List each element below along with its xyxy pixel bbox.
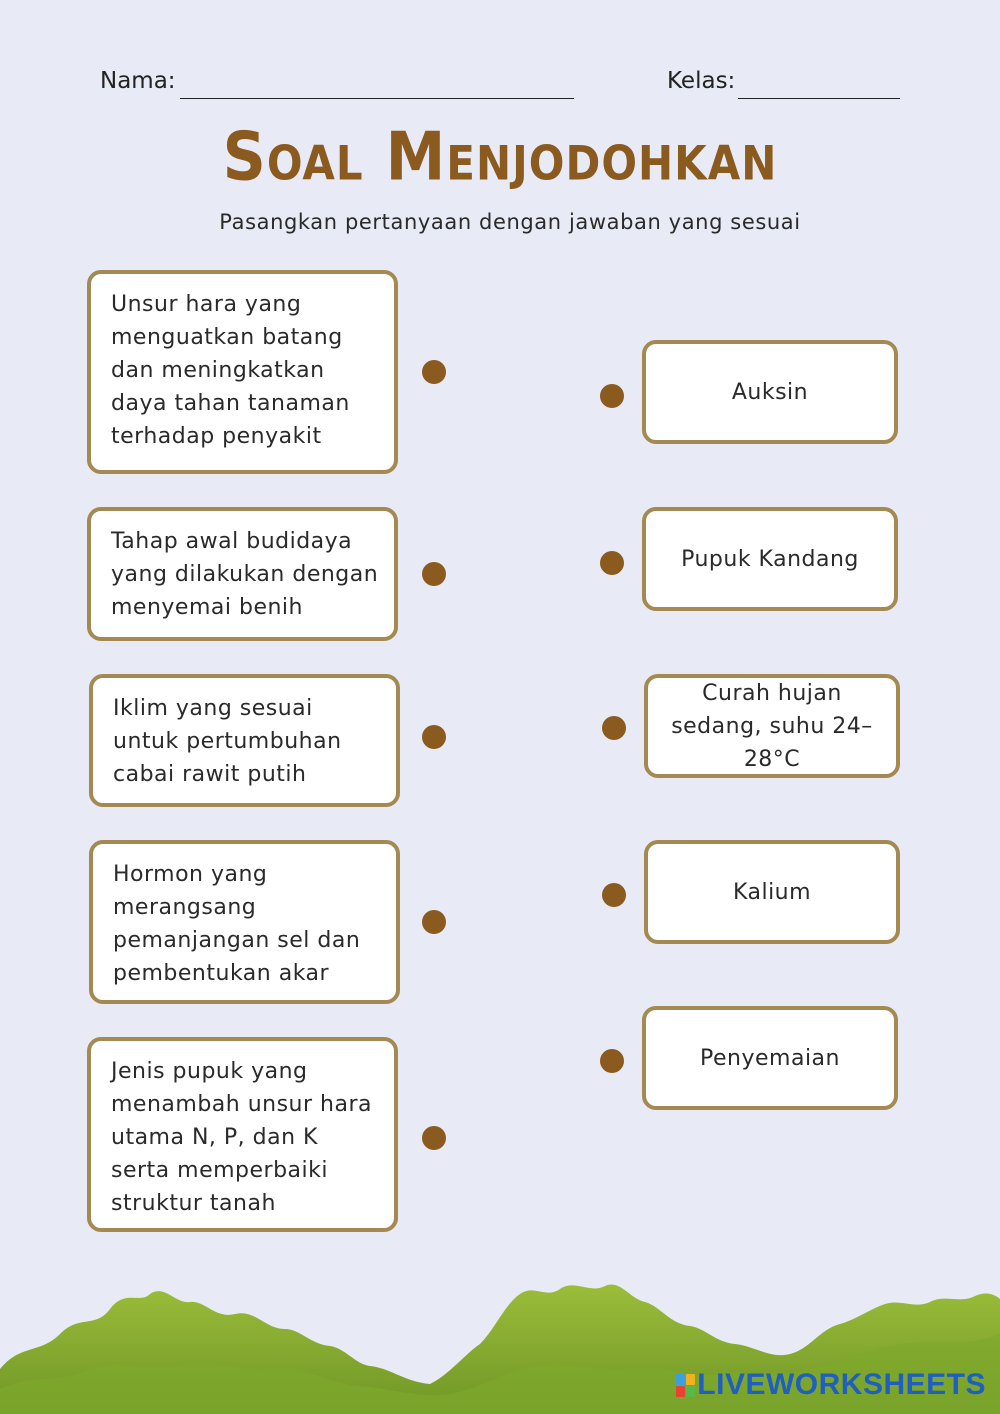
- question-text: Jenis pupuk yang menambah unsur hara utama N, P, dan K serta memperbaiki struktur tanah: [111, 1059, 372, 1216]
- page-subtitle: Pasangkan pertanyaan dengan jawaban yang sesuai: [219, 210, 801, 234]
- answer-text: Curah hujan sedang, suhu 24–28°C: [671, 680, 873, 772]
- question-card-2: [87, 507, 398, 641]
- answer-card-3: [644, 674, 900, 778]
- question-card-1: [87, 270, 398, 474]
- question-connector-dot-5[interactable]: [422, 1126, 446, 1150]
- question-text: Unsur hara yang menguatkan batang dan meningkatkan daya tahan tanaman terhadap penyakit: [111, 292, 350, 449]
- question-connector-dot-2[interactable]: [422, 562, 446, 586]
- question-text: Iklim yang sesuai untuk pertumbuhan cabai rawit putih: [113, 696, 342, 787]
- question-connector-dot-4[interactable]: [422, 910, 446, 934]
- answer-text: Penyemaian: [700, 1045, 840, 1071]
- liveworksheets-brand[interactable]: [676, 1368, 986, 1402]
- question-card-5: [87, 1037, 398, 1232]
- answer-card-4: [644, 840, 900, 944]
- answer-text: Kalium: [732, 879, 812, 905]
- class-field[interactable]: [738, 98, 900, 99]
- question-connector-dot-3[interactable]: [422, 725, 446, 749]
- answer-text: Pupuk Kandang: [681, 546, 859, 572]
- question-connector-dot-1[interactable]: [422, 360, 446, 384]
- question-text: Hormon yang merangsang pemanjangan sel dan pembentukan akar: [113, 862, 361, 986]
- answer-connector-dot-5[interactable]: [600, 1049, 624, 1073]
- name-label: Nama:: [100, 68, 176, 94]
- answer-connector-dot-4[interactable]: [602, 883, 626, 907]
- answer-connector-dot-1[interactable]: [600, 384, 624, 408]
- class-label: Kelas:: [667, 68, 736, 94]
- answer-connector-dot-3[interactable]: [602, 716, 626, 740]
- question-card-3: [89, 674, 400, 807]
- page-title: Soal Menjodohkan: [222, 117, 778, 197]
- answer-text: Auksin: [731, 379, 809, 405]
- question-text: Tahap awal budidaya yang dilakukan dengan menyemai benih: [111, 529, 379, 620]
- question-card-4: [89, 840, 400, 1004]
- liveworksheets-logo-icon: [676, 1374, 695, 1397]
- answer-card-5: [642, 1006, 898, 1110]
- name-field[interactable]: [180, 98, 574, 99]
- answer-card-1: [642, 340, 898, 444]
- answer-card-2: [642, 507, 898, 611]
- brand-name: LIVEWORKSHEETS: [697, 1368, 986, 1401]
- answer-connector-dot-2[interactable]: [600, 551, 624, 575]
